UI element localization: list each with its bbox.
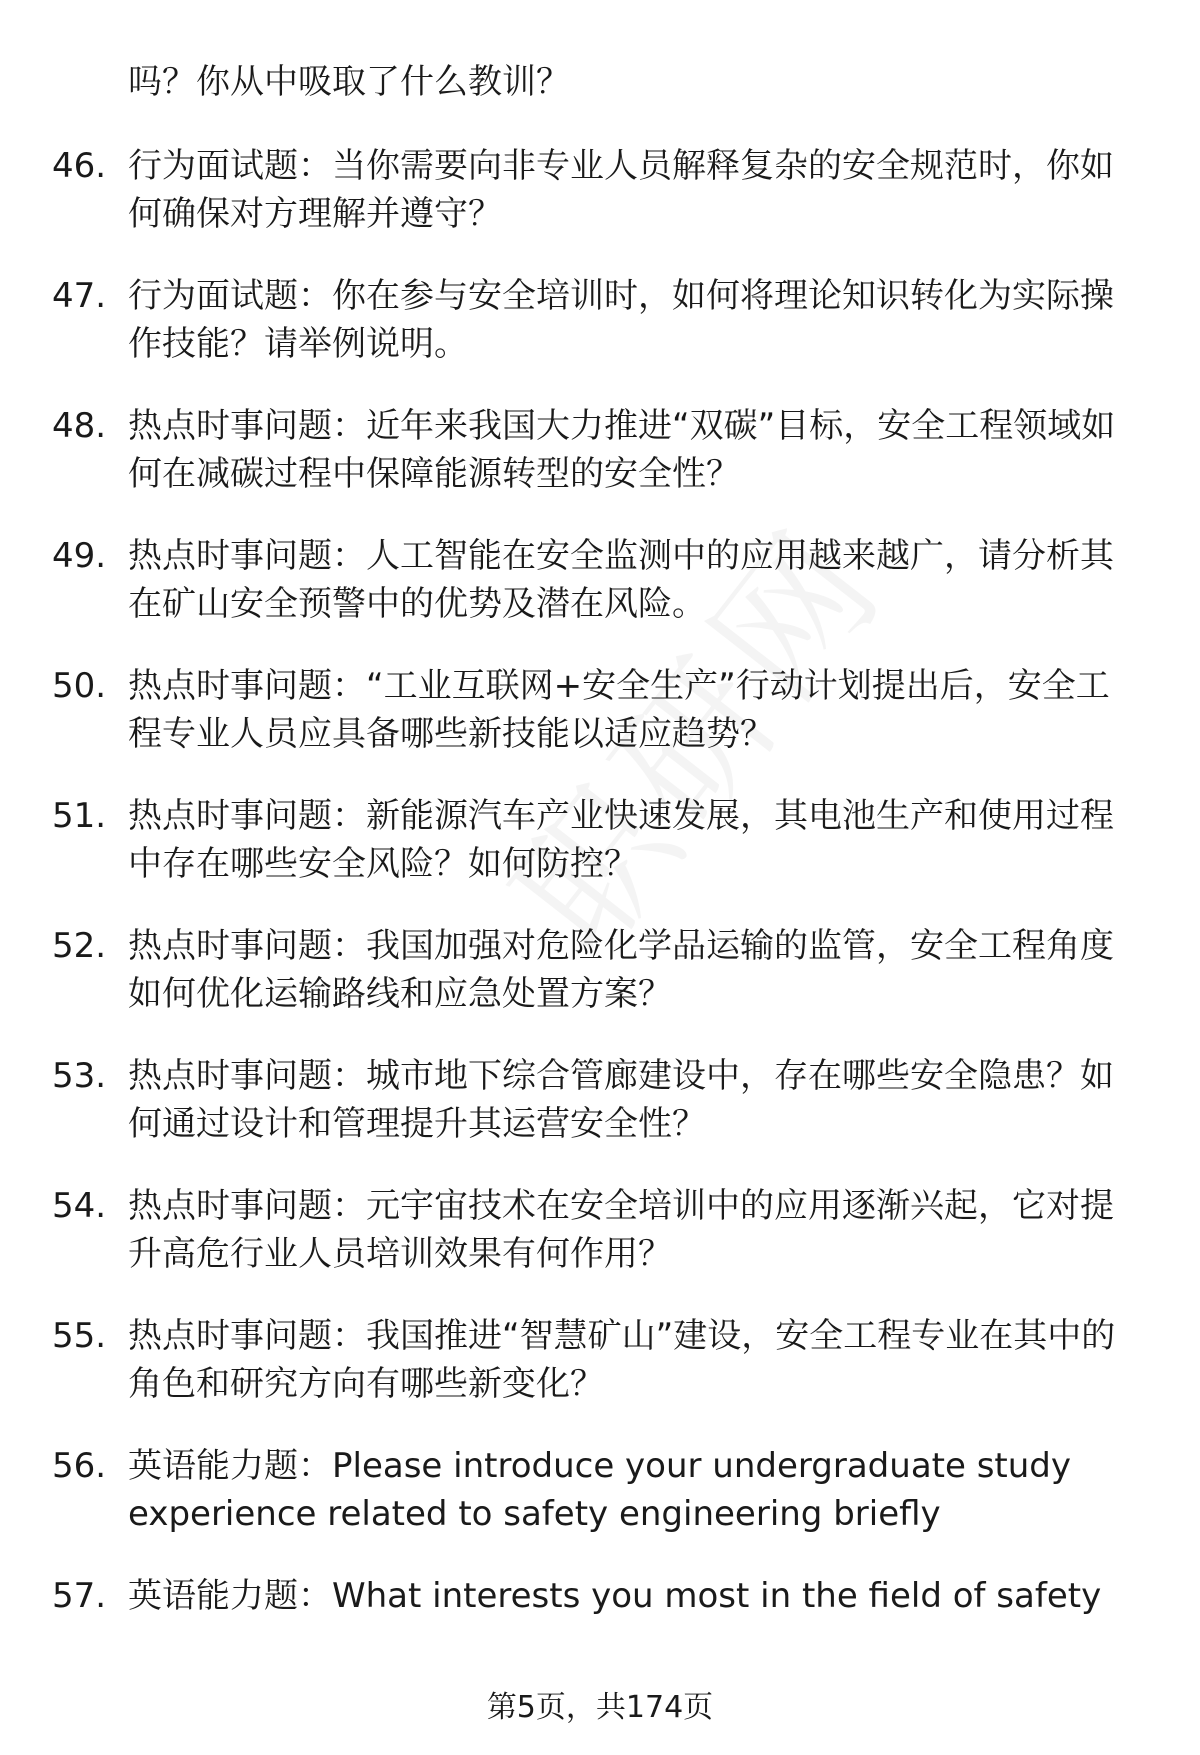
question-text: 英语能力题：Please introduce your undergraduate study experience related to safety engineering briefly	[128, 1446, 1072, 1534]
question-text: 热点时事问题：人工智能在安全监测中的应用越来越广，请分析其在矿山安全预警中的优势及潜在风险。	[128, 536, 1114, 624]
question-text: 热点时事问题：我国推进“智慧矿山”建设，安全工程专业在其中的角色和研究方向有哪些新变化？	[128, 1316, 1116, 1404]
question-number: 47.	[52, 276, 107, 316]
question-item-54	[52, 1182, 1142, 1278]
question-text: 热点时事问题：新能源汽车产业快速发展，其电池生产和使用过程中存在哪些安全风险？如何防控？	[128, 796, 1114, 884]
question-number: 49.	[52, 536, 107, 576]
question-text: 热点时事问题：元宇宙技术在安全培训中的应用逐渐兴起，它对提升高危行业人员培训效果有何作用？	[128, 1186, 1114, 1274]
question-number: 48.	[52, 406, 107, 446]
question-number: 56.	[52, 1446, 107, 1486]
question-number: 55.	[52, 1316, 107, 1356]
question-item-56	[52, 1442, 1142, 1538]
continuation-text: 吗？你从中吸取了什么教训？	[128, 62, 570, 102]
question-text: 热点时事问题：近年来我国大力推进“双碳”目标，安全工程领域如何在减碳过程中保障能源转型的安全性？	[128, 406, 1116, 494]
question-item-52	[52, 922, 1142, 1018]
question-number: 46.	[52, 146, 107, 186]
question-item-48	[52, 402, 1142, 498]
question-text: 行为面试题：当你需要向非专业人员解释复杂的安全规范时，你如何确保对方理解并遵守？	[128, 146, 1114, 234]
question-number: 54.	[52, 1186, 107, 1226]
question-number: 52.	[52, 926, 107, 966]
page-footer: 第5页，共174页	[486, 1690, 714, 1725]
question-number: 50.	[52, 666, 107, 706]
question-number: 57.	[52, 1576, 107, 1616]
question-text: 热点时事问题：城市地下综合管廊建设中，存在哪些安全隐患？如何通过设计和管理提升其运营安全性？	[128, 1056, 1114, 1144]
question-text: 英语能力题：What interests you most in the field of safety	[128, 1576, 1102, 1616]
question-text: 行为面试题：你在参与安全培训时，如何将理论知识转化为实际操作技能？请举例说明。	[128, 276, 1114, 364]
question-list	[52, 58, 1142, 1654]
question-text: 热点时事问题：“工业互联网+安全生产”行动计划提出后，安全工程专业人员应具备哪些新技能以适应趋势？	[128, 666, 1110, 754]
question-item-55	[52, 1312, 1142, 1408]
question-item-57	[52, 1572, 1142, 1620]
question-item-46	[52, 142, 1142, 238]
question-number: 51.	[52, 796, 107, 836]
question-text: 热点时事问题：我国加强对危险化学品运输的监管，安全工程角度如何优化运输路线和应急处置方案？	[128, 926, 1114, 1014]
question-item-50	[52, 662, 1142, 758]
question-item-51	[52, 792, 1142, 888]
question-item-47	[52, 272, 1142, 368]
question-item-49	[52, 532, 1142, 628]
question-number: 53.	[52, 1056, 107, 1096]
question-item-53	[52, 1052, 1142, 1148]
